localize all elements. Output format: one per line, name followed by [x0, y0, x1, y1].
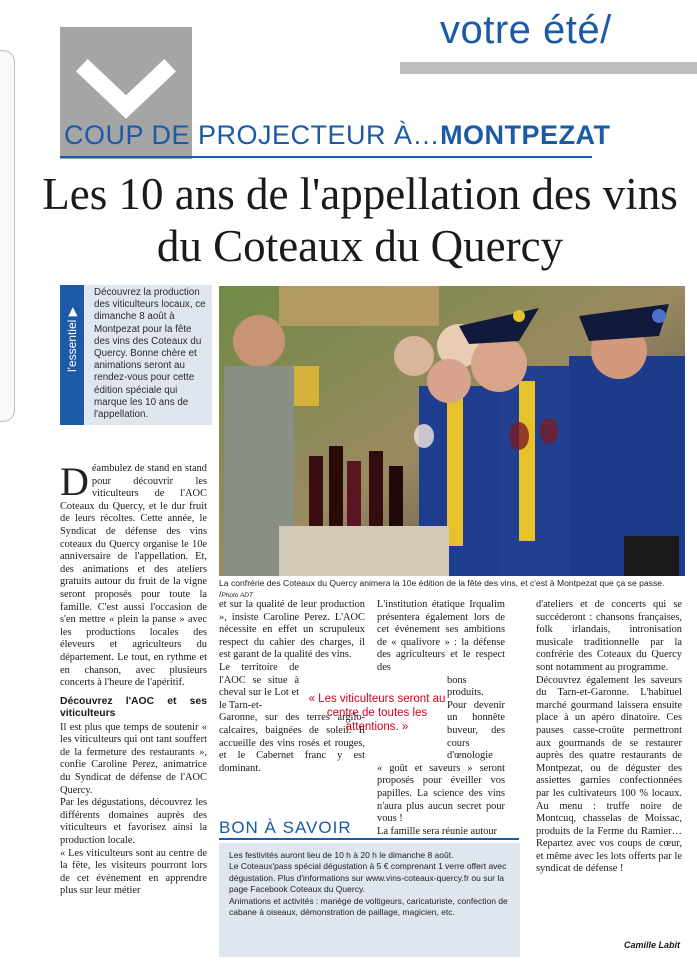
paragraph: La famille sera réunie autour — [377, 825, 498, 837]
author-signature: Camille Labit — [624, 940, 681, 950]
pull-quote: « Les viticulteurs seront au centre de toutes les attentions. » — [308, 693, 446, 733]
photo-credit: Photo ADT — [221, 592, 253, 599]
paragraph: « Les viticulteurs sont au centre de la fête, les visiteurs pourront lors de cet événement en apprendre plus sur leur métier — [60, 847, 207, 897]
header-band — [400, 62, 697, 74]
essentiel-label: l'essentiel ▶ — [65, 307, 79, 372]
paragraph: Découvrez également les saveurs du Tarn-et-Garonne. L'habituel marché gourmand laissera ensuite place à un apéro dinatoire. Ces pauses casse-croûte permettront aux gourmands de se restaurer auprès des quatre restaurants de Montpezat, ou de déguster des assiettes garnies confectionnées par les cultivateurs 100 % locaux. Au menu : truffe noire de Montcuq, chasselas de Moissac, produits de la Ferme du Ramier… Repartez avec vos coups de cœur, et même avec les lots offerts par le syndicat de défense ! — [536, 674, 682, 875]
paragraph: Garonne, sur des terres argilo-calcaires, baignées de soleil. Il accueille des vins rosés et rouges, et le Cabernet franc y est dominant. — [219, 712, 365, 774]
paragraph: et sur la qualité de leur production », insiste Caroline Perez. L'AOC nécessite en effet un scrupuleux respect du cahier des charges, il est garant de la qualité des vins. — [219, 599, 365, 661]
info-box-text — [229, 850, 514, 918]
article-column-3 — [377, 599, 505, 838]
info-paragraph: Les festivités auront lieu de 10 h à 20 h le dimanche 8 août. — [229, 850, 454, 860]
paragraph: Le territoire de l'AOC se situe à cheval sur le Lot et le Tarn-et- — [219, 661, 299, 711]
photo-caption — [219, 578, 685, 601]
essentiel-text: Découvrez la production des viticulteurs locaux, ce dimanche 8 août à Montpezat pour la fête des vins des Coteaux du Quercy. Bonne chère et animations seront au rendez-vous pour cette édition spéciale qui marque les 10 ans de l'appellation. — [94, 287, 206, 421]
headline: Les 10 ans de l'appellation des vins du Coteaux du Quercy — [42, 169, 678, 271]
paragraph: Par les dégustations, découvrez les différents domaines auprès des viticulteurs et favorisez ainsi la production locale. — [60, 797, 207, 847]
wine-festival-photo — [219, 286, 685, 576]
article-column-4 — [536, 599, 682, 876]
article-column-2 — [219, 599, 365, 775]
kicker — [64, 120, 611, 151]
info-paragraph: Le Coteaux'pass spécial dégustation à 5 € comprenant 1 verre offert avec dégustation. Plus d'informations sur www.vins-coteaux-quercy.fr ou sur la page Facebook Coteaux du Quercy. — [229, 861, 507, 895]
article-column-1 — [60, 459, 207, 898]
page-side-tab[interactable] — [0, 50, 15, 422]
article-photo — [219, 286, 685, 576]
kicker-rule — [60, 156, 592, 158]
info-box-title: BON À SAVOIR — [219, 818, 352, 837]
paragraph: d'ateliers et de concerts qui se succéderont : chansons françaises, folk irlandais, intronisation musicale traditionnelle par la confrérie des Coteaux du Quercy sont notamment au programme. — [536, 599, 682, 673]
info-paragraph: Animations et activités : manège de voltigeurs, caricaturiste, confection de cabane à oiseaux, démonstration de paillage, magicien, etc. — [229, 895, 508, 918]
paragraph: bons produits. Pour devenir un honnête buveur, des cours d'œnologie — [447, 674, 505, 762]
paragraph: « goût et saveurs » seront proposés pour éveiller vos papilles. La science des vins n'aura plus aucun secret pour vous ! — [377, 762, 505, 825]
info-box-rule — [219, 838, 519, 840]
drop-cap: D — [60, 459, 89, 504]
paragraph: éambulez de stand en stand pour découvrir les viticulteurs de l'AOC Coteaux du Quercy, et le dur fruit de leurs récoltes. Cette année, le Syndicat de défense des vins coteaux du Quercy organise le 10e anniversaire de l'appellation. Et, des animations et des ateliers gratuits autour du fruit de la vigne seront proposés pour toute la famille. C'est aussi l'occasion de s'en mettre « plein la panse » avec les productions locales des éleveurs et agriculteurs du département. Le tout, en rythme et en chanson, avec plusieurs concerts à l'heure de l'apéritif. — [60, 463, 207, 689]
paragraph: L'institution étatique Irqualim présentera également lors de cet événement ses ambitions de « qualivore » : la défense des agriculteurs et le respect des — [377, 599, 505, 673]
subheading: Découvrez l'AOC et ses viticulteurs — [60, 695, 207, 719]
kicker-place: MONTPEZAT — [440, 120, 611, 150]
paragraph: Il est plus que temps de soutenir « les viticulteurs qui ont tant souffert de la fermeture des restaurants », confie Caroline Perez, animatrice du Syndicat de défense de l'AOC Quercy. — [60, 721, 207, 796]
kicker-prefix: COUP DE PROJECTEUR À… — [64, 120, 441, 150]
caption-text: La confrérie des Coteaux du Quercy animera la 10e édition de la fête des vins, et c'est à Montpezat que ça se passe. / — [219, 578, 665, 599]
section-title: votre été/ — [440, 8, 612, 52]
